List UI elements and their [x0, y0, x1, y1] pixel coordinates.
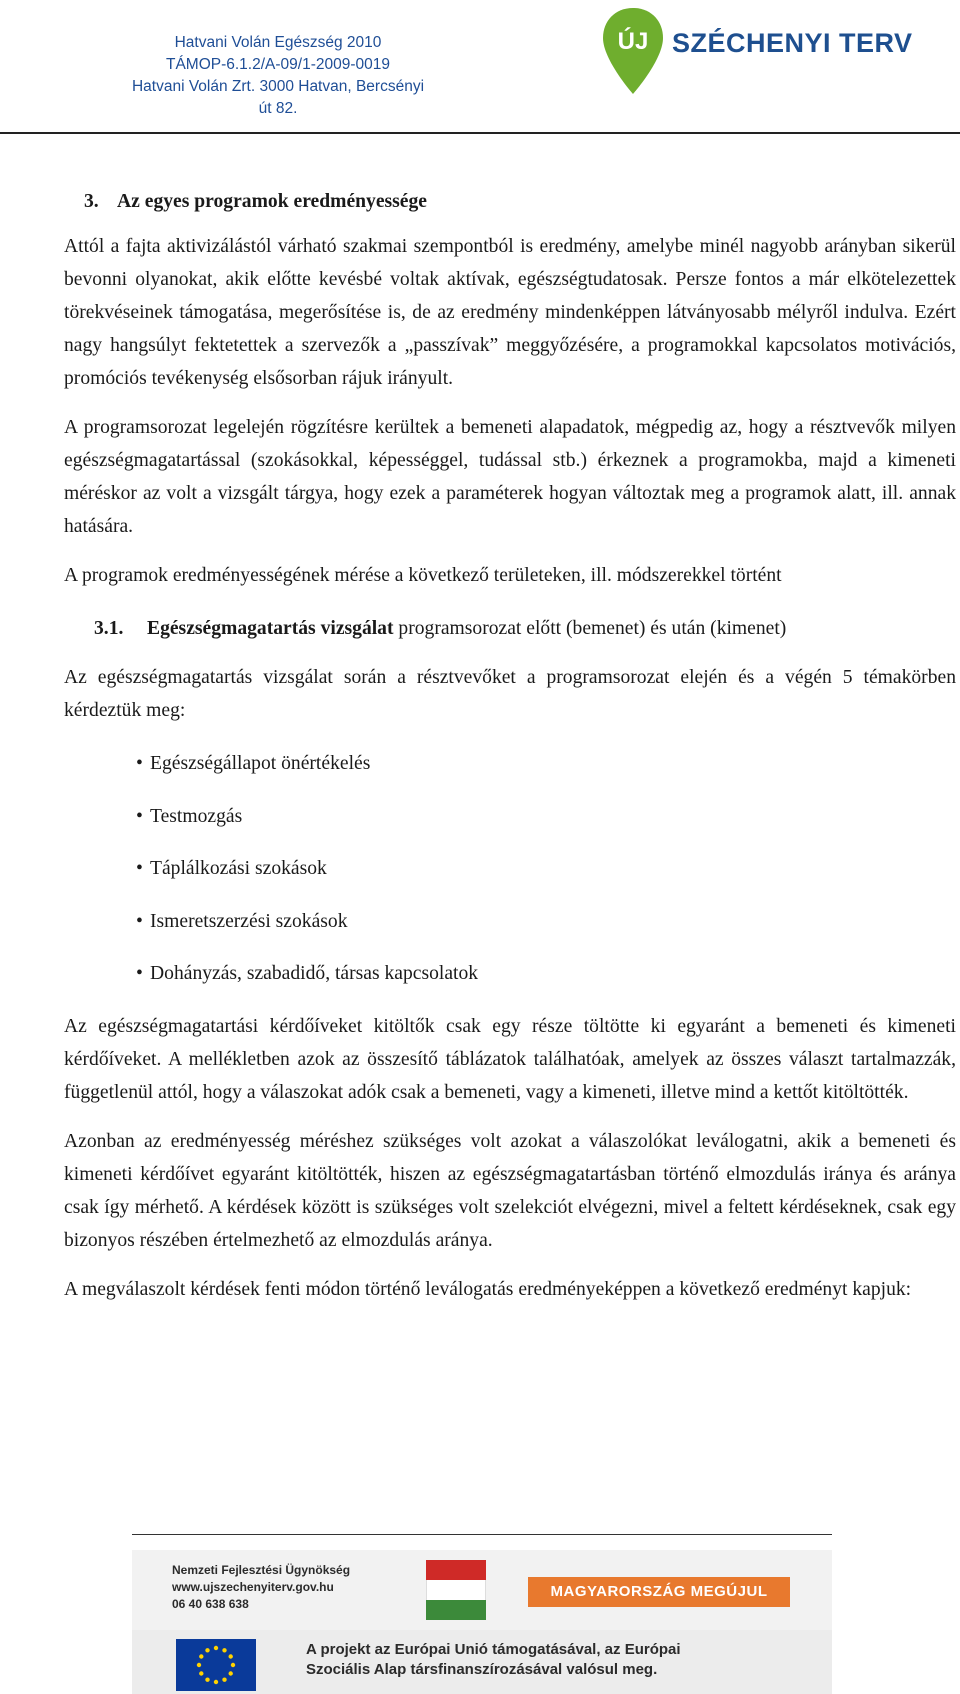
agency-info — [172, 1562, 350, 1613]
logo-badge: ÚJ — [617, 28, 649, 55]
topic-list — [136, 747, 956, 1010]
bullet-icon: • — [136, 910, 143, 932]
hungarian-flag-icon — [426, 1560, 486, 1620]
agency-website: www.ujszechenyiterv.gov.hu — [172, 1580, 334, 1594]
list-item: • Táplálkozási szokások — [136, 852, 956, 905]
header-divider — [0, 132, 960, 134]
list-item: • Ismeretszerzési szokások — [136, 905, 956, 958]
paragraph: Azonban az eredményesség méréshez szükséges volt azokat a válaszolókat leválogatni, akik a bemeneti és kimeneti kérdőívet egyaránt kitöltötték, hiszen az egészségmagatartásban történő elmozdulás iránya és aránya csak így mérhető. A kérdések között is szükséges volt szelekciót elvégezni, mivel a feltett kérdéseknek, csak egy bizonyos részében értelmezhető az elmozdulás aránya. — [64, 1130, 956, 1251]
project-info — [128, 32, 428, 120]
paragraph: A megválaszolt kérdések fenti módon történő leválogatás eredményeképpen a következő eredményt kapjuk: — [64, 1278, 912, 1300]
logo-wordmark: SZÉCHENYI TERV — [672, 28, 913, 58]
list-item: • Dohányzás, szabadidő, társas kapcsolatok — [136, 957, 956, 1010]
page-footer — [0, 1530, 960, 1694]
list-item: • Egészségállapot önértékelés — [136, 747, 956, 800]
subsection-heading — [94, 612, 956, 645]
paragraph: Az egészségmagatartási kérdőíveket kitöltők csak egy része töltötte ki egyaránt a bemeneti és kimeneti kérdőíveket. A mellékletben azok az összesítő táblázatok találhatóak, amelyek az összes választ tartalmazzák, függetlenül attól, hogy a válaszokat adók csak a bemeneti, vagy a kimeneti, illetve mind a kettőt kitöltötték. — [64, 1015, 956, 1103]
bullet-icon: • — [136, 753, 143, 774]
section-heading — [84, 185, 956, 218]
subsection-title-bold: Egészségmagatartás vizsgálat — [147, 618, 394, 639]
subsection-title-rest: programsorozat előtt (bemenet) és után (kimenet) — [393, 618, 787, 639]
paragraph: A programok eredményességének mérése a következő területeken, ill. módszerekkel történt — [64, 565, 782, 586]
section-number: 3. — [84, 191, 99, 212]
slogan-banner: MAGYARORSZÁG MEGÚJUL — [528, 1577, 790, 1607]
subsection-number: 3.1. — [94, 618, 124, 639]
eu-flag-icon — [176, 1639, 256, 1691]
agency-name: Nemzeti Fejlesztési Ügynökség — [172, 1563, 351, 1577]
page-header — [0, 0, 960, 134]
agency-phone: 06 40 638 638 — [172, 1597, 249, 1611]
project-address: Hatvani Volán Zrt. 3000 Hatvan, Bercsényi út 82. — [131, 78, 425, 117]
bullet-icon: • — [136, 963, 143, 984]
list-item: • Testmozgás — [136, 800, 956, 853]
paragraph: A programsorozat legelején rögzítésre kerültek a bemeneti alapadatok, mégpedig az, hogy a résztvevők milyen egészségmagatartással (szokásokkal, képességgel, tudással stb.) érkeznek a programokba, majd a kimeneti méréskor az volt a vizsgált tárgya, hogy ezek a paraméterek hogyan változtak meg a programok alatt, ill. annak hatására. — [64, 417, 956, 537]
project-name: Hatvani Volán Egészség 2010 — [174, 34, 382, 51]
bullet-icon: • — [136, 805, 143, 827]
document-body — [64, 185, 956, 1306]
bullet-icon: • — [136, 858, 143, 879]
section-title: Az egyes programok eredményessége — [117, 191, 427, 212]
paragraph: Az egészségmagatartás vizsgálat során a résztvevőket a programsorozat elején és a végén 5 témakörben kérdeztük meg: — [64, 667, 956, 721]
footer-divider — [132, 1534, 832, 1535]
project-code: TÁMOP-6.1.2/A-09/1-2009-0019 — [165, 56, 390, 73]
eu-funding-note: A projekt az Európai Unió támogatásával, az Európai Szociális Alap társfinanszírozásával valósul meg. — [306, 1641, 681, 1678]
szechenyi-terv-logo — [600, 6, 930, 98]
paragraph: Attól a fajta aktivizálástól várható szakmai szempontból is eredmény, amelybe minél nagyobb arányban sikerül bevonni olyanokat, akik előtte kevésbé voltak aktívak, egészségtudatosak. Persze fontos a már elkötelezettek törekvéseinek támogatása, megerősítése is, de az eredmény mindenképpen látványosabb mélyről indulva. Ezért nagy hangsúlyt fektetettek a szervezők a „passzívak” meggyőzésére, a programokkal kapcsolatos motivációs, promóciós tevékenység elsősorban rájuk irányult. — [64, 236, 956, 389]
